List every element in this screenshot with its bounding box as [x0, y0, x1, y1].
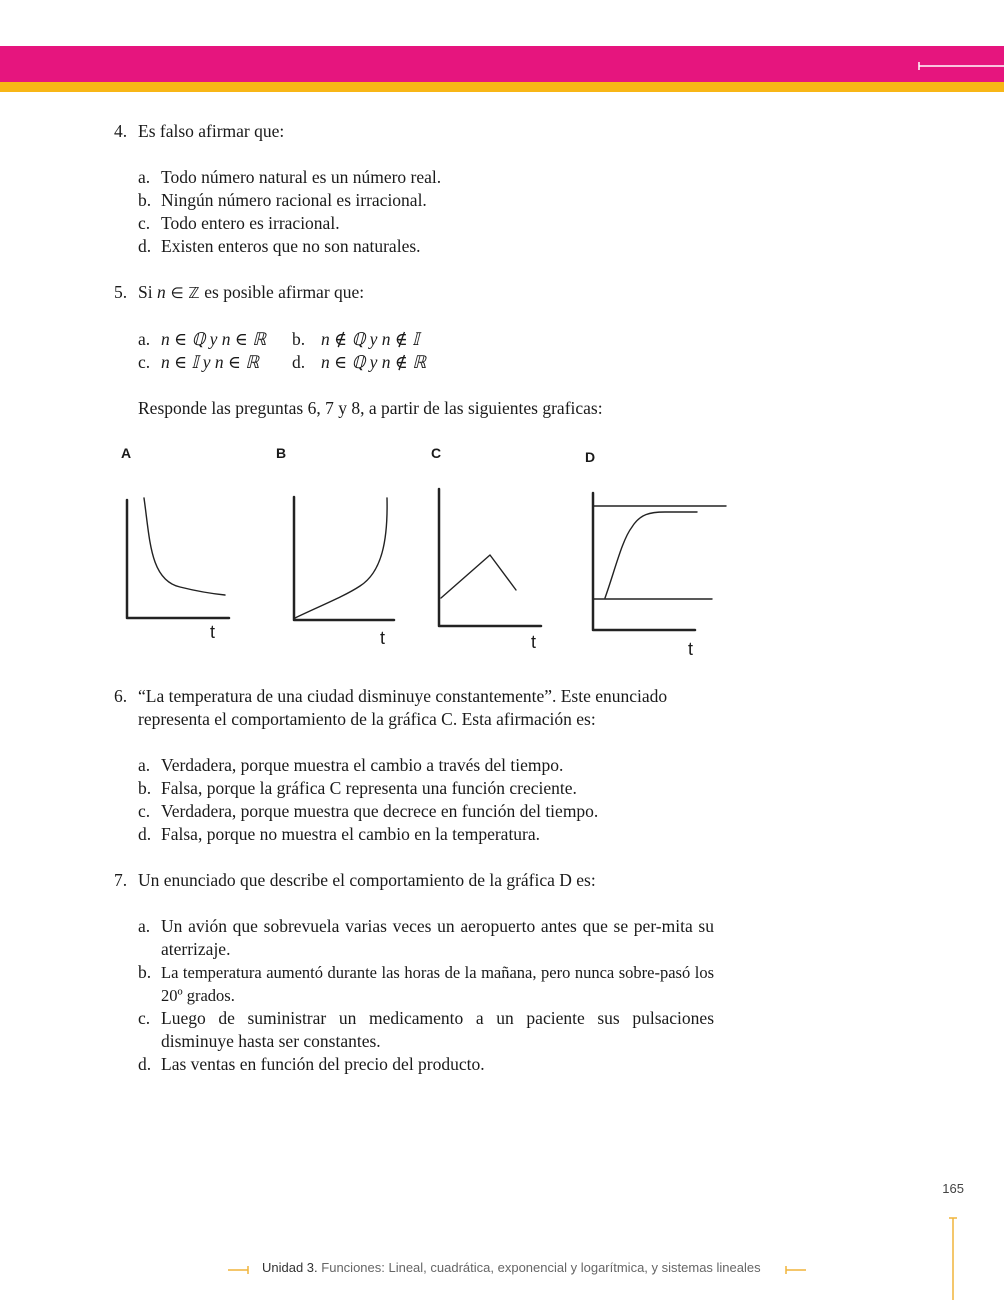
question-6 [114, 685, 714, 731]
option-text: Todo entero es irracional. [161, 213, 340, 233]
question-5 [114, 281, 714, 305]
option-text: n ∉ ℚ y n ∉ 𝕀 [321, 329, 420, 349]
graphs-spacer [114, 420, 714, 685]
option-a [138, 166, 714, 189]
header-marker-icon [918, 61, 1004, 71]
option-text: Ningún número racional es irracional. [161, 190, 427, 210]
option-letter: b. [292, 329, 306, 349]
header-stripe [0, 82, 1004, 92]
graph-d-label: D [585, 449, 596, 465]
option-text: Falsa, porque la gráfica C representa una función creciente. [161, 778, 577, 798]
question-5-options [138, 328, 714, 374]
footer-unit: Unidad 3. [262, 1260, 318, 1275]
instruction-text: Responde las preguntas 6, 7 y 8, a partir de las siguientes graficas: [138, 398, 603, 418]
option-letter: a. [138, 329, 151, 349]
option-letter: c. [138, 213, 151, 233]
question-prefix: Si [138, 282, 157, 302]
option-letter: d. [292, 352, 306, 372]
option-letter: a. [138, 755, 151, 775]
page-content [114, 120, 714, 1076]
graph-a-label: A [121, 445, 132, 461]
graph-b-axis-label: t [380, 628, 386, 648]
question-number: 5. [114, 282, 128, 302]
option-text: n ∈ ℚ y n ∈ ℝ [161, 329, 267, 349]
option-b [292, 328, 419, 351]
option-c [138, 1007, 714, 1053]
option-a [138, 754, 714, 777]
question-text: Es falso afirmar que: [138, 121, 285, 141]
option-c [138, 800, 714, 823]
footer-right-marker-icon [786, 1266, 806, 1274]
graph-c-label: C [431, 445, 442, 461]
question-text: Un enunciado que describe el comportamiento de la gráfica D es: [138, 870, 596, 890]
option-letter: d. [138, 236, 152, 256]
question-text: “La temperatura de una ciudad disminuye constantemente”. Este enunciado representa el comportamiento de la gráfica C. Esta afirmación es: [138, 686, 668, 729]
option-text: Verdadera, porque muestra que decrece en función del tiempo. [161, 801, 599, 821]
option-letter: c. [138, 352, 151, 372]
option-c [138, 351, 292, 374]
footer-left-marker-icon [228, 1266, 248, 1274]
option-text: Todo número natural es un número real. [161, 167, 442, 187]
header-band [0, 46, 1004, 82]
option-a [138, 328, 292, 351]
option-a [138, 915, 714, 961]
graph-d-axis-label: t [688, 639, 694, 659]
option-text: Las ventas en función del precio del producto. [161, 1054, 485, 1074]
option-text: Verdadera, porque muestra el cambio a través del tiempo. [161, 755, 564, 775]
option-letter: a. [138, 916, 151, 936]
option-letter: d. [138, 824, 152, 844]
option-text: Existen enteros que no son naturales. [161, 236, 421, 256]
option-b [138, 961, 714, 1007]
question-4 [114, 120, 714, 143]
question-text [138, 281, 714, 305]
question-number: 6. [114, 686, 128, 706]
question-7 [114, 869, 714, 892]
question-7-options [138, 915, 714, 1076]
math-variable: n [156, 282, 166, 302]
option-text: n ∈ ℚ y n ∉ ℝ [321, 352, 427, 372]
option-text: Falsa, porque no muestra el cambio en la temperatura. [161, 824, 541, 844]
option-d [138, 823, 714, 846]
option-text: La temperatura aumentó durante las horas de la mañana, pero nunca sobre-pasó los 20º grados. [161, 963, 714, 1005]
option-letter: a. [138, 167, 151, 187]
option-letter: c. [138, 801, 151, 821]
option-text: Luego de suministrar un medicamento a un paciente sus pulsaciones disminuye hasta ser constantes. [161, 1008, 714, 1051]
option-letter: b. [138, 190, 152, 210]
question-6-options [138, 754, 714, 846]
option-letter: b. [138, 962, 152, 982]
footer [262, 1260, 761, 1275]
option-b [138, 189, 714, 212]
question-number: 7. [114, 870, 128, 890]
option-d [292, 351, 426, 374]
question-number: 4. [114, 121, 128, 141]
option-d [138, 1053, 714, 1076]
option-b [138, 777, 714, 800]
option-d [138, 235, 714, 258]
option-text: Un avión que sobrevuela varias veces un aeropuerto antes que se per-mita su aterrizaje. [161, 916, 714, 959]
option-letter: d. [138, 1054, 152, 1074]
option-letter: b. [138, 778, 152, 798]
option-letter: c. [138, 1008, 151, 1028]
option-text: n ∈ 𝕀 y n ∈ ℝ [161, 352, 260, 372]
question-suffix: es posible afirmar que: [204, 282, 365, 302]
option-c [138, 212, 714, 235]
footer-title: Funciones: Lineal, cuadrática, exponencial y logarítmica, y sistemas lineales [321, 1260, 761, 1275]
question-4-options [138, 166, 714, 258]
graph-b-label: B [276, 445, 287, 461]
math-symbol: ∈ ℤ [165, 284, 205, 302]
graph-c-axis-label: t [531, 632, 537, 652]
page-number: 165 [942, 1181, 964, 1196]
graph-a-axis-label: t [210, 622, 216, 642]
page-edge-marker-icon [949, 1218, 957, 1300]
